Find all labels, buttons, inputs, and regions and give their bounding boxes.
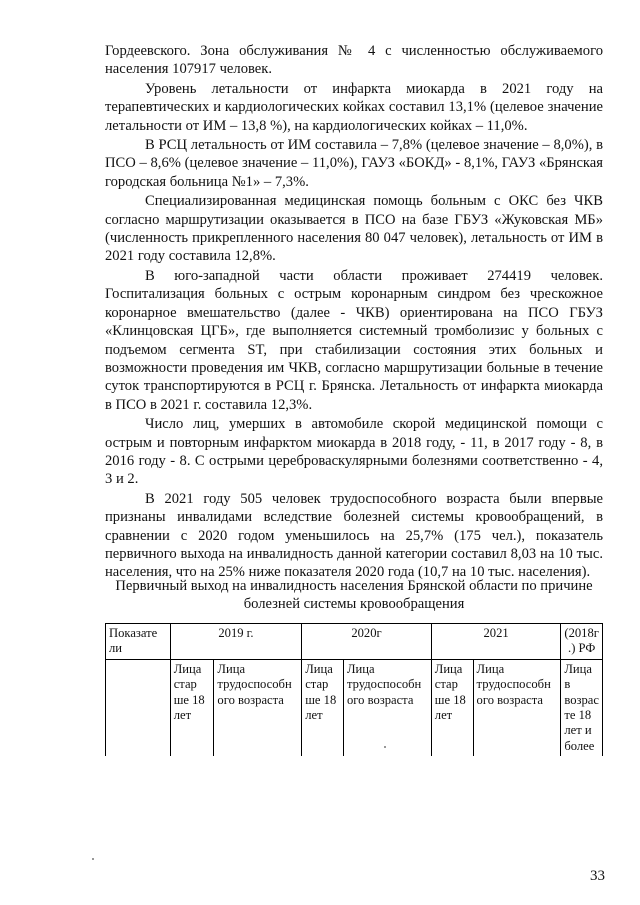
page-number: 33 xyxy=(590,868,605,884)
rf-header: (2018г .) РФ xyxy=(561,624,603,660)
paragraph-7: В 2021 году 505 человек трудоспособного возраста были впервые признаны инвалидами вследствие болезней системы кровообращений, в сравнении с 2020 годом уменьшилось на 25,7% (175 чел.), показатель первичного выхода на инвалидность данной категории составил 8,03 на 10 тыс. населения, что на 25% ниже показателя 2020 года (10,7 на 10 тыс. населения). xyxy=(105,490,603,581)
empty-cell xyxy=(106,659,171,756)
year-2021-header: 2021 xyxy=(431,624,561,660)
paragraph-5: В юго-западной части области проживает 274419 человек. Госпитализация больных с острым коронарным синдром без чрескожное коронарное вмешательство (далее - ЧКВ) ориентирована на ПСО ГБУЗ «Клинцовская ЦГБ», где выполняется системный тромболизис у больных с подъемом сегмента ST, при стабилизации состояния этих больных и возможности проведения им ЧКВ, согласно маршрутизации больные в течение суток транспортируются в РСЦ г. Брянска. Летальность от инфаркта миокарда в ПСО в 2021 г. составила 12,3%. xyxy=(105,267,603,413)
scan-speck xyxy=(384,746,386,748)
adults-2020: Лица стар ше 18 лет xyxy=(302,659,344,756)
paragraph-6: Число лиц, умерших в автомобиле скорой медицинской помощи с острым и повторным инфарктом миокарда в 2018 году, - 11, в 2017 году - 8, в 2016 году - 8. С острыми цереброваскулярными болезнями соответственно - 4, 3 и 2. xyxy=(105,416,603,488)
scan-speck xyxy=(92,858,94,860)
working-age-2020: Лица трудоспособн ого возраста xyxy=(343,659,431,756)
rf-adults: Лица в возрас те 18 лет и более xyxy=(561,659,603,756)
year-2020-header: 2020г xyxy=(302,624,432,660)
paragraph-2: Уровень летальности от инфаркта миокарда в 2021 году на терапевтических и кардиологических койках составил 13,1% (целевое значение летальности от ИМ – 13,8 %), на кардиологических койках – 11,0%. xyxy=(105,80,603,134)
paragraph-1: Гордеевского. Зона обслуживания № 4 с численностью обслуживаемого населения 107917 человек. xyxy=(105,43,603,78)
table-subheader-row xyxy=(106,659,603,756)
working-age-2019: Лица трудоспособн ого возраста xyxy=(214,659,302,756)
paragraph-4: Специализированная медицинская помощь больным с ОКС без ЧКВ согласно маршрутизации оказывается в ПСО на базе ГБУЗ «Жуковская МБ» (численность прикрепленного населения 80 047 человек), летальность от ИМ в 2021 году составила 12,8%. xyxy=(105,193,603,265)
paragraph-3: В РСЦ летальность от ИМ составила – 7,8% (целевое значение – 8,0%), в ПСО – 8,6% (целевое значение – 11,0%), ГАУЗ «БОКД» - 8,1%, ГАУЗ «Брянская городская больница №1» – 7,3%. xyxy=(105,137,603,190)
table-header-row xyxy=(106,624,603,660)
adults-2019: Лица стар ше 18 лет xyxy=(170,659,214,756)
working-age-2021: Лица трудоспособн ого возраста xyxy=(473,659,561,756)
adults-2021: Лица стар ше 18 лет xyxy=(431,659,473,756)
body-text xyxy=(105,42,603,583)
table-caption: Первичный выход на инвалидность населения Брянской области по причине болезней системы кровообращения xyxy=(115,578,593,613)
disability-table xyxy=(105,623,603,756)
year-2019-header: 2019 г. xyxy=(170,624,302,660)
indicator-header: Показате ли xyxy=(106,624,171,660)
